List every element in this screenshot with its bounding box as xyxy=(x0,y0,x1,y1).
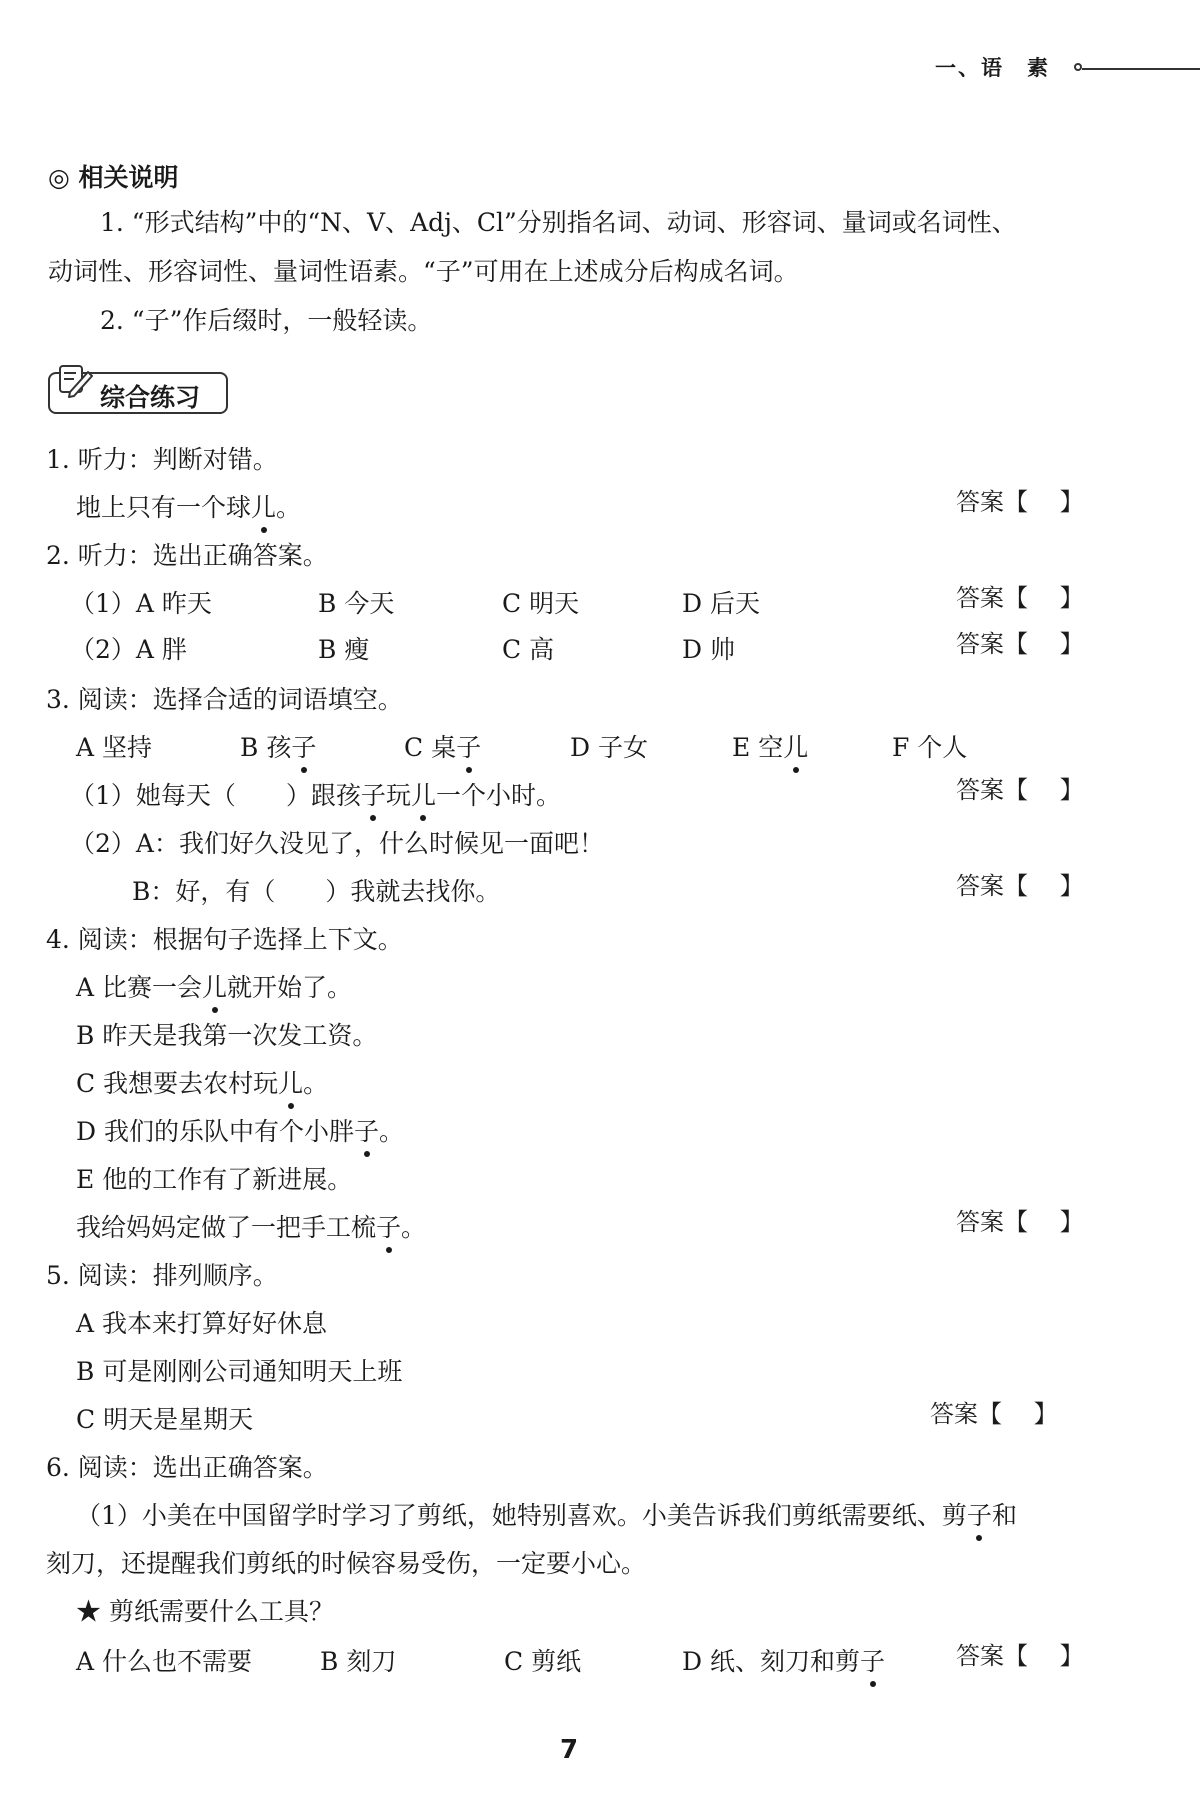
notes-paragraph-1-line-2: 动词性、形容词性、量词性语素。“子”可用在上述成分后构成名词。 xyxy=(48,257,799,286)
q3-option-e: E 空儿 xyxy=(732,728,808,764)
q6-option-c: C 剪纸 xyxy=(504,1647,582,1676)
q4-option-e: E 他的工作有了新进展。 xyxy=(76,1165,353,1194)
q3-s2-answer-box[interactable]: 答案【 】 xyxy=(956,872,1084,900)
q4-option-c: C 我想要去农村玩儿。 xyxy=(76,1064,328,1100)
q5-answer-box[interactable]: 答案【 】 xyxy=(930,1400,1058,1428)
q5-option-a: A 我本来打算好好休息 xyxy=(76,1309,328,1338)
q2-r2-option-b: B 瘦 xyxy=(318,635,370,664)
running-head: 一、语 素 xyxy=(935,56,1050,80)
page-number: 7 xyxy=(560,1735,579,1765)
head-rule-dot xyxy=(1074,63,1082,71)
head-rule xyxy=(1082,68,1200,70)
q6-option-a: A 什么也不需要 xyxy=(76,1647,253,1676)
q3-sentence-1: （1）她每天（ ）跟孩子玩儿一个小时。 xyxy=(70,776,561,812)
q3-option-d: D 子女 xyxy=(570,733,648,762)
pencil-note-icon xyxy=(54,358,96,400)
q4-option-b: B 昨天是我第一次发工资。 xyxy=(76,1021,378,1050)
q5-option-b: B 可是刚刚公司通知明天上班 xyxy=(76,1357,403,1386)
q2-r2-option-d: D 帅 xyxy=(682,635,735,664)
q2-prompt: 2. 听力：选出正确答案。 xyxy=(46,541,328,570)
q6-question: ★ 剪纸需要什么工具？ xyxy=(76,1597,334,1626)
q4-prompt: 4. 阅读：根据句子选择上下文。 xyxy=(46,925,403,954)
q3-option-f: F 个人 xyxy=(892,733,968,762)
q4-answer-box[interactable]: 答案【 】 xyxy=(956,1208,1084,1236)
q1-prompt: 1. 听力：判断对错。 xyxy=(46,445,278,474)
q2-r2-option-a: （2）A 胖 xyxy=(70,635,187,664)
q4-stem: 我给妈妈定做了一把手工梳子。 xyxy=(76,1208,426,1244)
notes-paragraph-1-line-1: 1. “形式结构”中的“N、V、Adj、Cl”分别指名词、动词、形容词、量词或名词性、 xyxy=(100,208,1017,237)
q3-prompt: 3. 阅读：选择合适的词语填空。 xyxy=(46,685,403,714)
q2-r2-answer-box[interactable]: 答案【 】 xyxy=(956,630,1084,658)
q2-r1-answer-box[interactable]: 答案【 】 xyxy=(956,584,1084,612)
notes-paragraph-2: 2. “子”作后缀时，一般轻读。 xyxy=(100,306,433,335)
q6-passage-line-1: （1）小美在中国留学时学习了剪纸，她特别喜欢。小美告诉我们剪纸需要纸、剪子和 xyxy=(76,1496,1017,1532)
q2-r1-option-d: D 后天 xyxy=(682,589,760,618)
q4-option-d: D 我们的乐队中有个小胖子。 xyxy=(76,1112,404,1148)
q3-s1-answer-box[interactable]: 答案【 】 xyxy=(956,776,1084,804)
q6-option-b: B 刻刀 xyxy=(320,1647,397,1676)
q2-r1-option-b: B 今天 xyxy=(318,589,395,618)
q2-r2-option-c: C 高 xyxy=(502,635,555,664)
exercise-section-title: 综合练习 xyxy=(100,383,201,412)
q2-r1-option-a: （1）A 昨天 xyxy=(70,589,212,618)
q1-answer-box[interactable]: 答案【 】 xyxy=(956,488,1084,516)
q3-option-a: A 坚持 xyxy=(76,733,153,762)
q3-sentence-2a: （2）A：我们好久没见了，什么时候见一面吧！ xyxy=(70,829,604,858)
q2-r1-option-c: C 明天 xyxy=(502,589,580,618)
q4-option-a: A 比赛一会儿就开始了。 xyxy=(76,968,352,1004)
q5-prompt: 5. 阅读：排列顺序。 xyxy=(46,1261,278,1290)
q6-prompt: 6. 阅读：选出正确答案。 xyxy=(46,1453,328,1482)
q6-passage-line-2: 刻刀，还提醒我们剪纸的时候容易受伤，一定要小心。 xyxy=(46,1549,647,1578)
q3-sentence-2b: B：好，有（ ）我就去找你。 xyxy=(132,877,501,906)
q6-answer-box[interactable]: 答案【 】 xyxy=(956,1642,1084,1670)
q5-option-c: C 明天是星期天 xyxy=(76,1405,254,1434)
q3-option-b: B 孩子 xyxy=(240,728,316,764)
notes-title: ◎ 相关说明 xyxy=(48,163,179,192)
q1-sentence: 地上只有一个球儿。 xyxy=(76,488,301,524)
q6-option-d: D 纸、刻刀和剪子 xyxy=(682,1642,885,1678)
q3-option-c: C 桌子 xyxy=(404,728,481,764)
